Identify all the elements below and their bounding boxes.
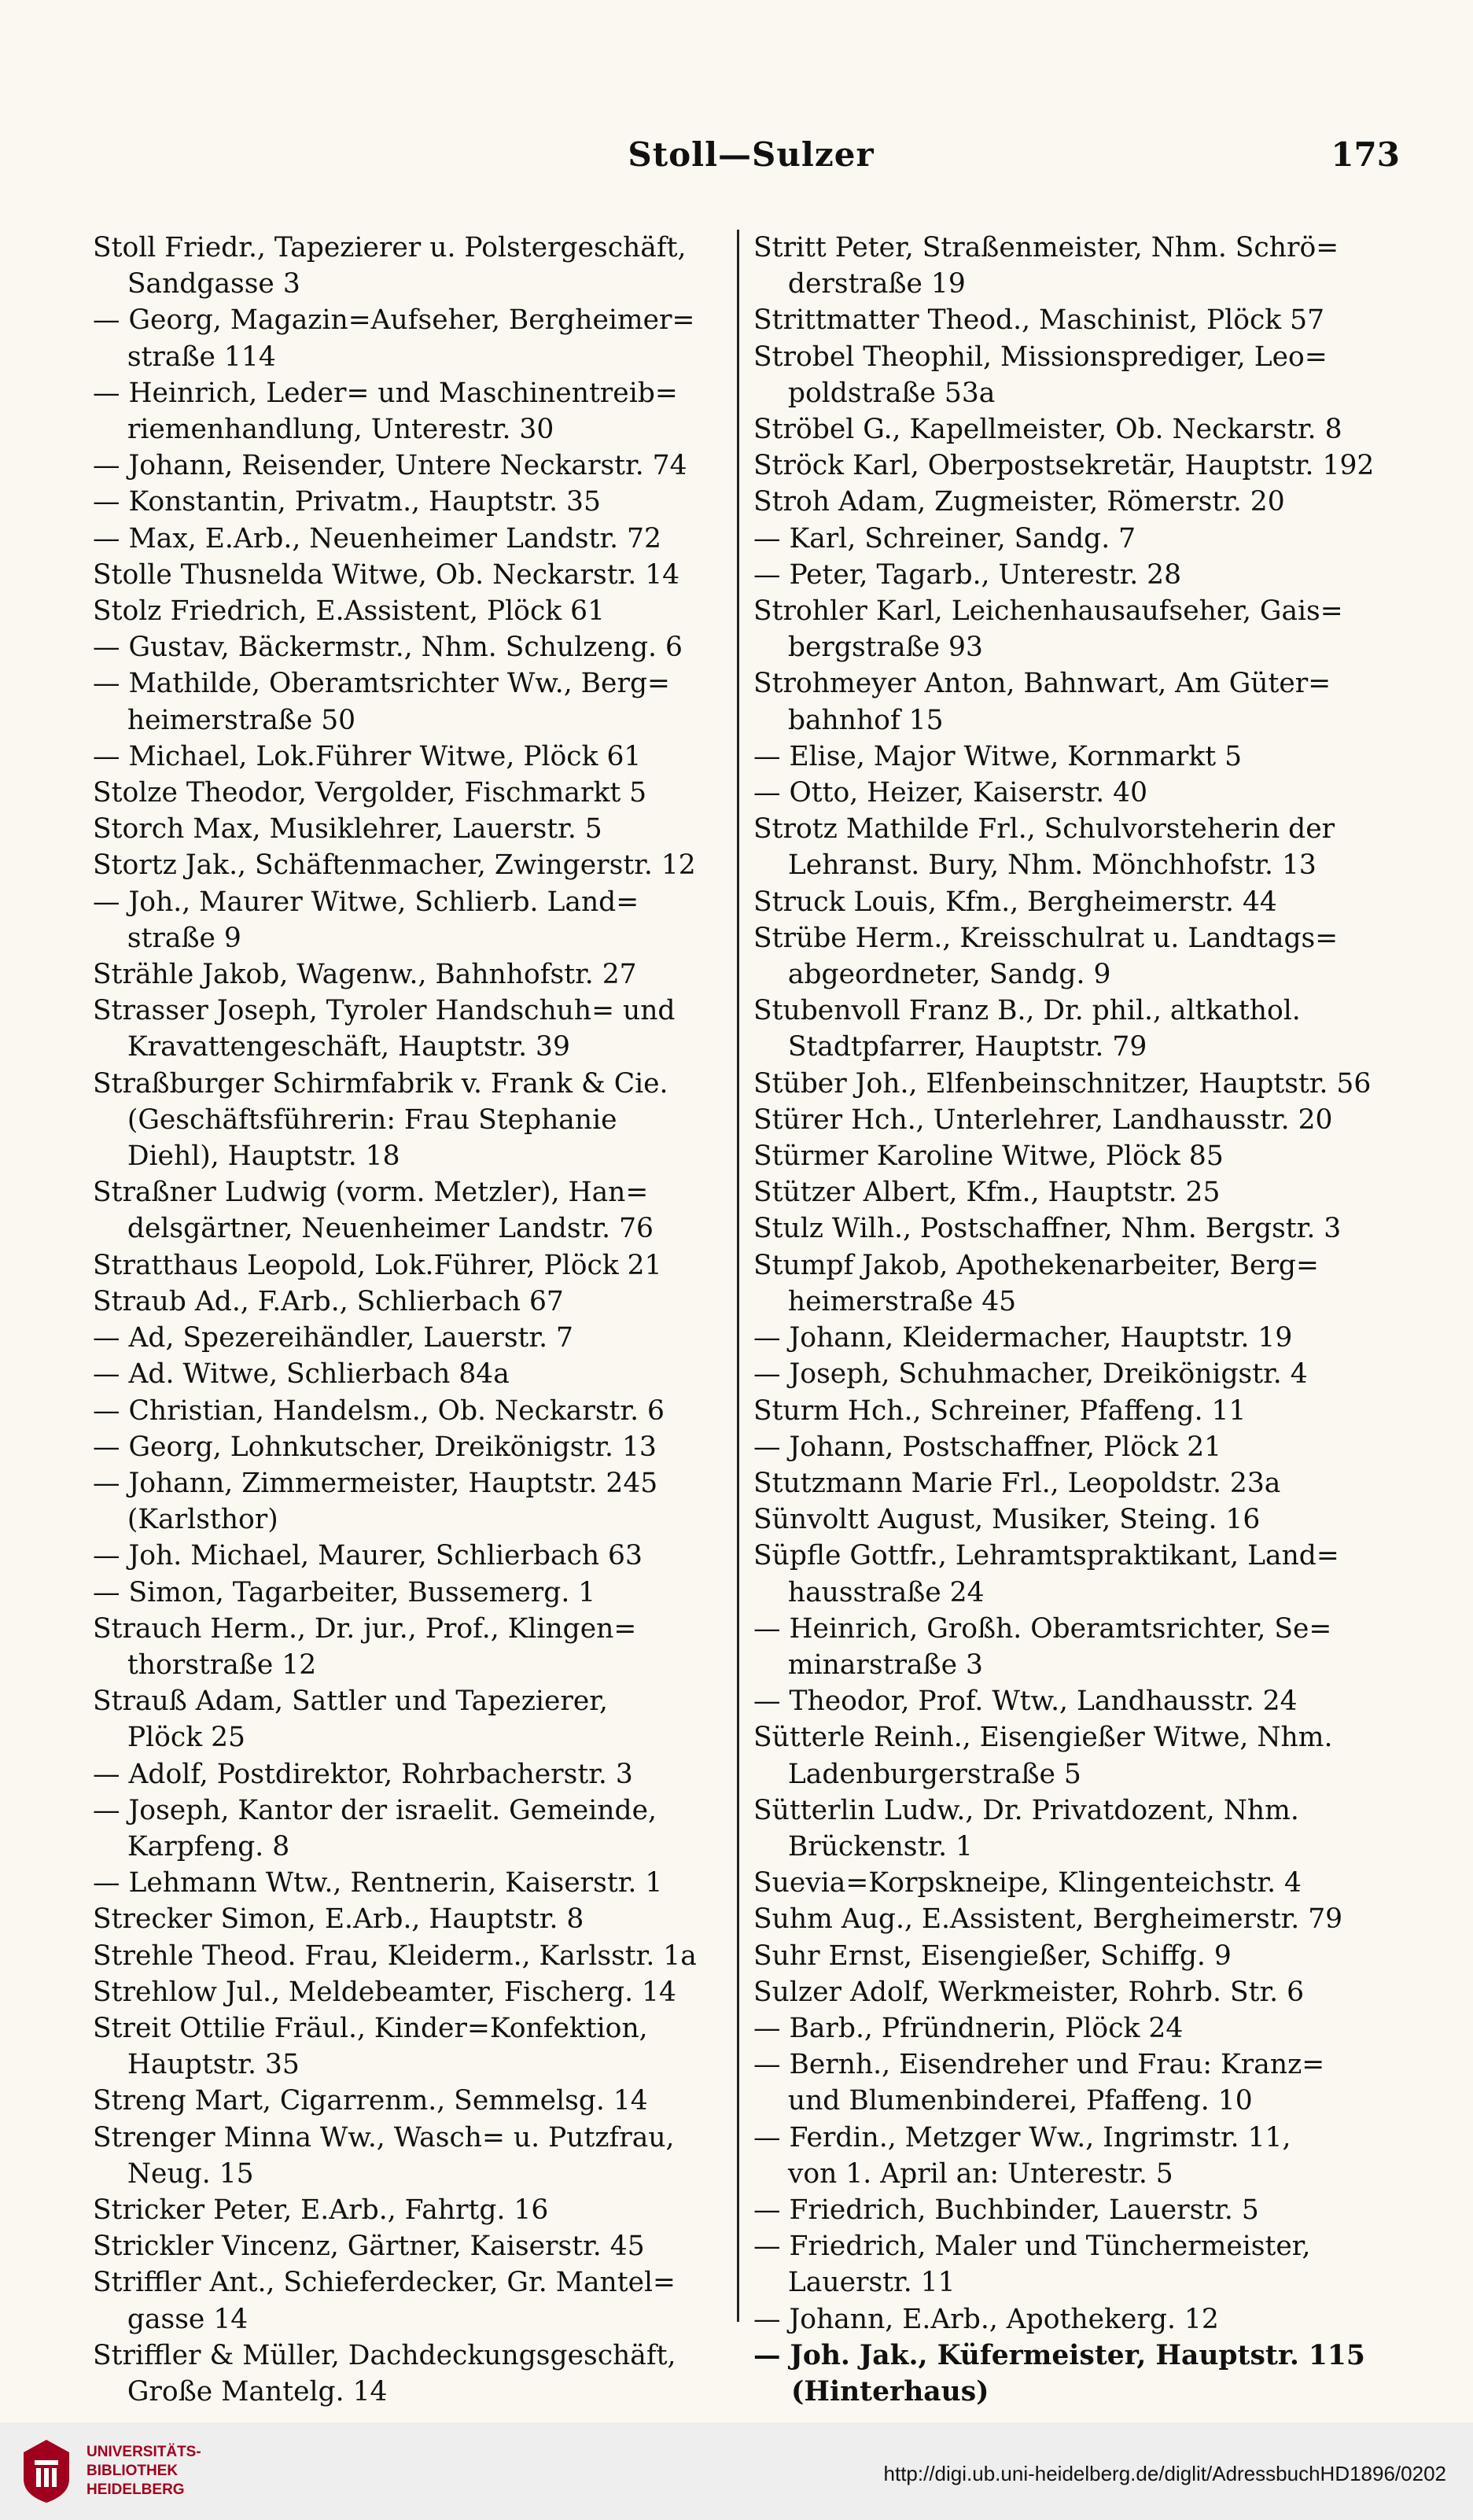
directory-entry: — Ad, Spezereihändler, Lauerstr. 7: [93, 1322, 574, 1354]
directory-entry: gasse 14: [93, 2303, 249, 2335]
directory-entry: — Heinrich, Großh. Oberamtsrichter, Se=: [753, 1612, 1332, 1645]
directory-entry: Sütterlin Ludw., Dr. Privatdozent, Nhm.: [753, 1794, 1299, 1826]
directory-entry: Sütterle Reinh., Eisengießer Witwe, Nhm.: [753, 1722, 1333, 1754]
directory-entry: Strenger Minna Ww., Wasch= u. Putzfrau,: [93, 2121, 675, 2153]
directory-entry: heimerstraße 50: [93, 704, 356, 736]
directory-entry: — Lehmann Wtw., Rentnerin, Kaiserstr. 1: [93, 1867, 663, 1899]
directory-entry: Stützer Albert, Kfm., Hauptstr. 25: [753, 1177, 1221, 1209]
directory-entry: — Max, E.Arb., Neuenheimer Landstr. 72: [93, 522, 661, 554]
directory-entry: Straßner Ludwig (vorm. Metzler), Han=: [93, 1177, 649, 1209]
directory-entry: Neug. 15: [93, 2157, 254, 2190]
directory-entry: Stulz Wilh., Postschaffner, Nhm. Bergstr. 3: [753, 1213, 1342, 1245]
directory-entry: Strähle Jakob, Wagenw., Bahnhofstr. 27: [93, 959, 637, 991]
directory-entry: — Heinrich, Leder= und Maschinentreib=: [93, 377, 678, 409]
page-header: [102, 135, 1400, 182]
directory-entry: Stroh Adam, Zugmeister, Römerstr. 20: [753, 486, 1285, 518]
directory-entry: Stolze Theodor, Vergolder, Fischmarkt 5: [93, 777, 647, 809]
directory-entry: — Joseph, Kantor der israelit. Gemeinde,: [93, 1794, 657, 1826]
directory-entry: — Simon, Tagarbeiter, Bussemerg. 1: [93, 1576, 596, 1608]
directory-entry: riemenhandlung, Unterestr. 30: [93, 414, 554, 446]
running-head: Stoll—Sulzer: [628, 135, 875, 174]
directory-entry: Süpfle Gottfr., Lehramtspraktikant, Land=: [753, 1540, 1339, 1572]
directory-entry: Strickler Vincenz, Gärtner, Kaiserstr. 45: [93, 2231, 645, 2263]
directory-entry: Strasser Joseph, Tyroler Handschuh= und: [93, 995, 676, 1027]
directory-entry: Lauerstr. 11: [753, 2267, 956, 2299]
directory-entry: — Mathilde, Oberamtsrichter Ww., Berg=: [93, 668, 670, 700]
directory-entry: Stürer Hch., Unterlehrer, Landhausstr. 20: [753, 1103, 1333, 1136]
directory-entry: Strauch Herm., Dr. jur., Prof., Klingen=: [93, 1612, 637, 1645]
directory-entry: — Konstantin, Privatm., Hauptstr. 35: [93, 486, 601, 518]
library-logo-icon: [17, 2437, 75, 2506]
directory-entry: Stadtpfarrer, Hauptstr. 79: [753, 1031, 1147, 1063]
directory-entry: Strohmeyer Anton, Bahnwart, Am Güter=: [753, 668, 1331, 700]
directory-entry: — Gustav, Bäckermstr., Nhm. Schulzeng. 6: [93, 632, 683, 664]
right-column: [753, 230, 1410, 2410]
directory-entry: — Theodor, Prof. Wtw., Landhausstr. 24: [753, 1686, 1298, 1718]
directory-entry: — Adolf, Postdirektor, Rohrbacherstr. 3: [93, 1758, 633, 1790]
directory-entry: Stürmer Karoline Witwe, Plöck 85: [753, 1140, 1224, 1173]
directory-entry: — Joh. Michael, Maurer, Schlierbach 63: [93, 1540, 643, 1572]
directory-entry: Stubenvoll Franz B., Dr. phil., altkathol.: [753, 995, 1301, 1027]
directory-entry: Lehranst. Bury, Nhm. Mönchhofstr. 13: [753, 849, 1316, 882]
directory-entry: Suhr Ernst, Eisengießer, Schiffg. 9: [753, 1940, 1232, 1972]
directory-entry: Stritt Peter, Straßenmeister, Nhm. Schrö=: [753, 232, 1339, 263]
directory-entry: — Georg, Lohnkutscher, Dreikönigstr. 13: [93, 1431, 657, 1463]
directory-entry: von 1. April an: Unterestr. 5: [753, 2157, 1173, 2190]
directory-entry: Strohler Karl, Leichenhausaufseher, Gais=: [753, 595, 1343, 628]
directory-entry: Suhm Aug., E.Assistent, Bergheimerstr. 79: [753, 1903, 1343, 1936]
directory-entry: Ströck Karl, Oberpostsekretär, Hauptstr. 192: [753, 450, 1375, 482]
directory-entry: poldstraße 53a: [753, 377, 996, 409]
directory-entry: Strehlow Jul., Meldebeamter, Fischerg. 14: [93, 1976, 676, 2008]
directory-entry: Stumpf Jakob, Apothekenarbeiter, Berg=: [753, 1249, 1319, 1281]
directory-entry: Strecker Simon, E.Arb., Hauptstr. 8: [93, 1903, 584, 1936]
column-divider: [737, 230, 739, 2322]
directory-entry: Strotz Mathilde Frl., Schulvorsteherin der: [753, 813, 1335, 846]
directory-entry: — Johann, E.Arb., Apothekerg. 12: [753, 2303, 1219, 2335]
directory-entry: Große Mantelg. 14: [93, 2375, 388, 2408]
library-name-line-1: UNIVERSITÄTS-: [87, 2444, 201, 2460]
directory-entry: Sulzer Adolf, Werkmeister, Rohrb. Str. 6: [753, 1976, 1305, 2008]
directory-entry: Kravattengeschäft, Hauptstr. 39: [93, 1031, 570, 1063]
directory-entry: — Joh., Maurer Witwe, Schlierb. Land=: [93, 886, 639, 918]
directory-entry: Karpfeng. 8: [93, 1830, 290, 1862]
directory-entry: thorstraße 12: [93, 1649, 317, 1681]
page-number: 173: [1331, 135, 1400, 174]
directory-entry: Striffler & Müller, Dachdeckungsgeschäft,: [93, 2339, 676, 2371]
directory-entry: Stutzmann Marie Frl., Leopoldstr. 23a: [753, 1467, 1281, 1499]
directory-entry: Plöck 25: [93, 1722, 245, 1754]
directory-entry: Ströbel G., Kapellmeister, Ob. Neckarstr. 8: [753, 414, 1342, 446]
directory-entry: abgeordneter, Sandg. 9: [753, 959, 1111, 991]
directory-entry: Stortz Jak., Schäftenmacher, Zwingerstr. 12: [93, 849, 696, 882]
directory-entry: Strobel Theophil, Missionsprediger, Leo=: [753, 341, 1328, 373]
directory-entry: Strittmatter Theod., Maschinist, Plöck 57: [753, 304, 1325, 337]
directory-entry: bergstraße 93: [753, 632, 983, 664]
directory-entry: — Otto, Heizer, Kaiserstr. 40: [753, 777, 1148, 809]
directory-entry: — Karl, Schreiner, Sandg. 7: [753, 522, 1136, 554]
directory-entry: — Michael, Lok.Führer Witwe, Plöck 61: [93, 740, 642, 772]
directory-entry: — Johann, Kleidermacher, Hauptstr. 19: [753, 1322, 1293, 1354]
directory-entry: — Johann, Zimmermeister, Hauptstr. 245: [93, 1467, 658, 1499]
directory-entry: Diehl), Hauptstr. 18: [93, 1140, 400, 1173]
directory-entry: Ladenburgerstraße 5: [753, 1758, 1081, 1790]
directory-entry: — Peter, Tagarb., Unterestr. 28: [753, 558, 1182, 591]
footer-bar: [0, 2422, 1473, 2520]
directory-entry: Stricker Peter, E.Arb., Fahrtg. 16: [93, 2194, 549, 2226]
directory-entry: Sünvoltt August, Musiker, Steing. 16: [753, 1504, 1261, 1536]
directory-entry: (Geschäftsführerin: Frau Stephanie: [93, 1103, 617, 1136]
directory-entry: Suevia=Korpskneipe, Klingenteichstr. 4: [753, 1867, 1302, 1899]
directory-entry: — Barb., Pfründnerin, Plöck 24: [753, 2012, 1184, 2044]
directory-entry: — Friedrich, Maler und Tünchermeister,: [753, 2231, 1311, 2263]
directory-entry: — Ferdin., Metzger Ww., Ingrimstr. 11,: [753, 2121, 1291, 2153]
directory-entry: — Joh. Jak., Küfermeister, Hauptstr. 115: [753, 2339, 1365, 2371]
directory-entry: Streng Mart, Cigarrenm., Semmelsg. 14: [93, 2085, 648, 2117]
directory-entry: Brückenstr. 1: [753, 1830, 973, 1862]
directory-entry: Straub Ad., F.Arb., Schlierbach 67: [93, 1285, 564, 1317]
directory-entry: straße 114: [93, 341, 276, 373]
directory-entry: — Joseph, Schuhmacher, Dreikönigstr. 4: [753, 1358, 1308, 1391]
directory-entry: bahnhof 15: [753, 704, 944, 736]
directory-entry: — Johann, Postschaffner, Plöck 21: [753, 1431, 1222, 1463]
source-url[interactable]: http://digi.ub.uni-heidelberg.de/diglit/AdressbuchHD1896/0202: [883, 2462, 1446, 2485]
directory-entry: Stratthaus Leopold, Lok.Führer, Plöck 21: [93, 1249, 662, 1281]
directory-entry: Stüber Joh., Elfenbeinschnitzer, Hauptstr. 56: [753, 1067, 1372, 1100]
directory-entry: Storch Max, Musiklehrer, Lauerstr. 5: [93, 813, 602, 846]
directory-entry: — Christian, Handelsm., Ob. Neckarstr. 6: [93, 1394, 665, 1427]
directory-entry: — Johann, Reisender, Untere Neckarstr. 74: [93, 450, 687, 482]
left-column: [93, 230, 730, 2410]
directory-entry: und Blumenbinderei, Pfaffeng. 10: [753, 2085, 1253, 2117]
directory-entry: — Friedrich, Buchbinder, Lauerstr. 5: [753, 2194, 1259, 2226]
directory-entry: derstraße 19: [753, 268, 966, 300]
directory-entry: Strauß Adam, Sattler und Tapezierer,: [93, 1686, 608, 1718]
directory-entry: delsgärtner, Neuenheimer Landstr. 76: [93, 1213, 654, 1245]
directory-entry: hausstraße 24: [753, 1576, 985, 1608]
directory-entry: Straßburger Schirmfabrik v. Frank & Cie.: [93, 1067, 668, 1100]
directory-entry: — Bernh., Eisendreher und Frau: Kranz=: [753, 2049, 1325, 2081]
directory-entry: Stolle Thusnelda Witwe, Ob. Neckarstr. 14: [93, 558, 680, 591]
directory-entry: Strehle Theod. Frau, Kleiderm., Karlsstr. 1a: [93, 1940, 697, 1972]
directory-entry: Hauptstr. 35: [93, 2049, 300, 2081]
directory-entry: — Elise, Major Witwe, Kornmarkt 5: [753, 740, 1243, 772]
directory-entry: Striffler Ant., Schieferdecker, Gr. Mantel=: [93, 2267, 676, 2299]
directory-entry: Struck Louis, Kfm., Bergheimerstr. 44: [753, 886, 1277, 918]
directory-entry: — Georg, Magazin=Aufseher, Bergheimer=: [93, 304, 695, 337]
directory-entry: Sandgasse 3: [93, 268, 300, 300]
library-name: [87, 2443, 201, 2500]
directory-entry: (Hinterhaus): [753, 2375, 989, 2408]
directory-entry: Stolz Friedrich, E.Assistent, Plöck 61: [93, 595, 606, 628]
directory-entry: minarstraße 3: [753, 1649, 983, 1681]
directory-entry: Strübe Herm., Kreisschulrat u. Landtags=: [753, 922, 1339, 954]
library-name-line-2: BIBLIOTHEK: [87, 2463, 179, 2479]
library-name-line-3: HEIDELBERG: [87, 2481, 185, 2498]
directory-entry: Stoll Friedr., Tapezierer u. Polstergeschäft,: [93, 232, 687, 263]
directory-entry: straße 9: [93, 922, 241, 954]
directory-entry: Sturm Hch., Schreiner, Pfaffeng. 11: [753, 1394, 1247, 1427]
directory-entry: Streit Ottilie Fräul., Kinder=Konfektion,: [93, 2012, 648, 2044]
directory-entry: (Karlsthor): [93, 1504, 278, 1536]
directory-entry: heimerstraße 45: [753, 1285, 1017, 1317]
directory-entry: — Ad. Witwe, Schlierbach 84a: [93, 1358, 510, 1391]
